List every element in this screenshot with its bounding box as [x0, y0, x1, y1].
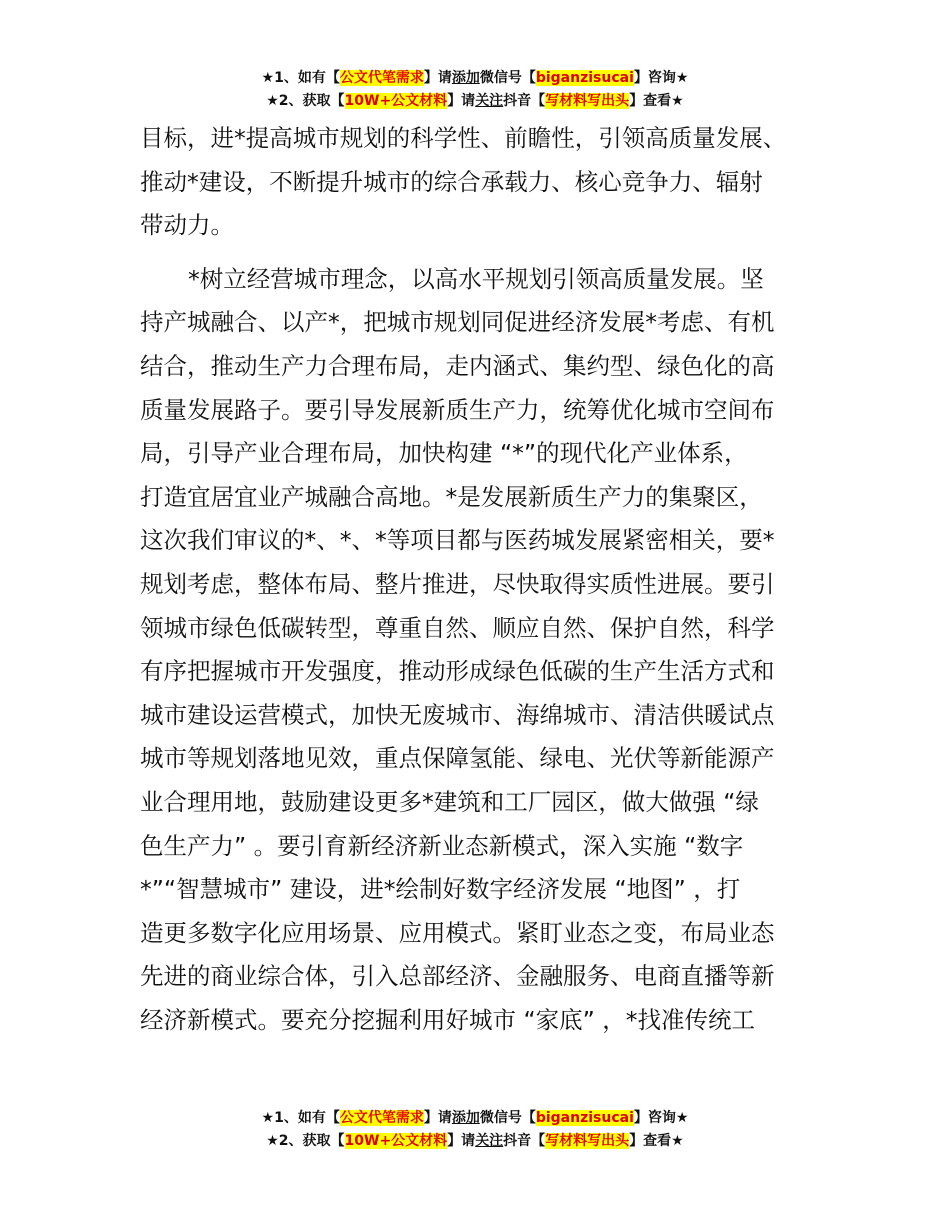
banner-text: 】请 — [447, 93, 476, 109]
banner-text: 】请 — [423, 1110, 452, 1126]
banner-text: ★1、如有【 — [261, 70, 340, 86]
text-line: 质量发展路子。要引导发展新质生产力，统筹优化城市空间布 — [140, 395, 775, 424]
banner-text: 抖音【 — [503, 1133, 546, 1149]
highlight-wechat-id: biganzisucai — [535, 70, 634, 86]
text-line: 打造宜居宜业产城融合高地。*是发展新质生产力的集聚区， — [140, 482, 763, 511]
text-line: 色生产力” 。要引育新经济新业态新模式，深入实施 “数字 — [140, 831, 744, 860]
text-line: 规划考虑，整体布局、整片推进，尽快取得实质性进展。要引 — [140, 569, 775, 598]
text-line: 领城市绿色低碳转型，尊重自然、顺应自然、保护自然，科学 — [140, 613, 775, 642]
text-line: 有序把握城市开发强度，推动形成绿色低碳的生产生活方式和 — [140, 657, 775, 686]
highlight-douyin-account: 写材料写出头 — [545, 93, 630, 109]
banner-line-2 — [0, 90, 950, 113]
banner-line-2 — [0, 1130, 950, 1153]
banner-text: 】查看★ — [629, 1133, 684, 1149]
text-line: 经济新模式。要充分挖掘利用好城市 “家底” ，*找准传统工 — [140, 1005, 756, 1034]
text-line: 造更多数字化应用场景、应用模式。紧盯业态之变，布局业态 — [140, 918, 775, 947]
underlined-text: 关注 — [475, 93, 504, 109]
banner-line-1 — [0, 67, 950, 90]
banner-text: 】请 — [423, 70, 452, 86]
banner-text: ★1、如有【 — [261, 1110, 340, 1126]
text-line: 推动*建设，不断提升城市的综合承载力、核心竞争力、辐射 — [140, 167, 763, 196]
paragraph-2 — [140, 258, 830, 1173]
text-line: *”“智慧城市” 建设，进*绘制好数字经济发展 “地图” ，打 — [140, 875, 741, 904]
text-line: *树立经营城市理念，以高水平规划引领高质量发展。坚 — [188, 264, 764, 293]
underlined-text: 添加 — [451, 70, 480, 86]
banner-text: ★2、获取【 — [266, 1133, 345, 1149]
banner-text: 微信号【 — [479, 1110, 536, 1126]
highlight-materials: 10W+公文材料 — [344, 93, 448, 109]
banner-text: 微信号【 — [479, 70, 536, 86]
highlight-ghostwriting: 公文代笔需求 — [339, 70, 424, 86]
banner-text: 抖音【 — [503, 93, 546, 109]
text-line: 目标，进*提高城市规划的科学性、前瞻性，引领高质量发展、 — [140, 124, 787, 152]
text-line: 持产城融合、以产*，把城市规划同促进经济发展*考虑、有机 — [140, 308, 775, 337]
underlined-text: 关注 — [475, 1133, 504, 1149]
highlight-materials: 10W+公文材料 — [344, 1133, 448, 1149]
highlight-douyin-account: 写材料写出头 — [545, 1133, 630, 1149]
underlined-text: 添加 — [451, 1110, 480, 1126]
header-banner — [0, 67, 950, 113]
text-line: 城市等规划落地见效，重点保障氢能、绿电、光伏等新能源产 — [140, 744, 775, 773]
text-line: 先进的商业综合体，引入总部经济、金融服务、电商直播等新 — [140, 962, 775, 991]
text-line: 局，引导产业合理布局，加快构建 “*”的现代化产业体系， — [140, 439, 748, 468]
banner-text: ★2、获取【 — [266, 93, 345, 109]
footer-banner — [0, 1107, 950, 1153]
banner-text: 】咨询★ — [633, 1110, 689, 1126]
text-line — [140, 1042, 830, 1086]
text-line: 带动力。 — [140, 211, 234, 240]
highlight-wechat-id: biganzisucai — [535, 1110, 634, 1126]
highlight-ghostwriting: 公文代笔需求 — [339, 1110, 424, 1126]
banner-text: 】咨询★ — [633, 70, 689, 86]
paragraph-gap — [140, 248, 830, 258]
text-line: 结合，推动生产力合理布局，走内涵式、集约型、绿色化的高 — [140, 351, 775, 380]
banner-text: 】请 — [447, 1133, 476, 1149]
document-body — [140, 117, 830, 1173]
paragraph-1 — [140, 117, 830, 248]
text-line: 这次我们审议的*、*、*等项目都与医药城发展紧密相关，要* — [140, 526, 775, 555]
banner-text: 】查看★ — [629, 93, 684, 109]
banner-line-1 — [0, 1107, 950, 1130]
text-line: 业合理用地，鼓励建设更多*建筑和工厂园区，做大做强 “绿 — [140, 787, 759, 816]
text-line: 城市建设运营模式，加快无废城市、海绵城市、清洁供暖试点 — [140, 700, 775, 729]
